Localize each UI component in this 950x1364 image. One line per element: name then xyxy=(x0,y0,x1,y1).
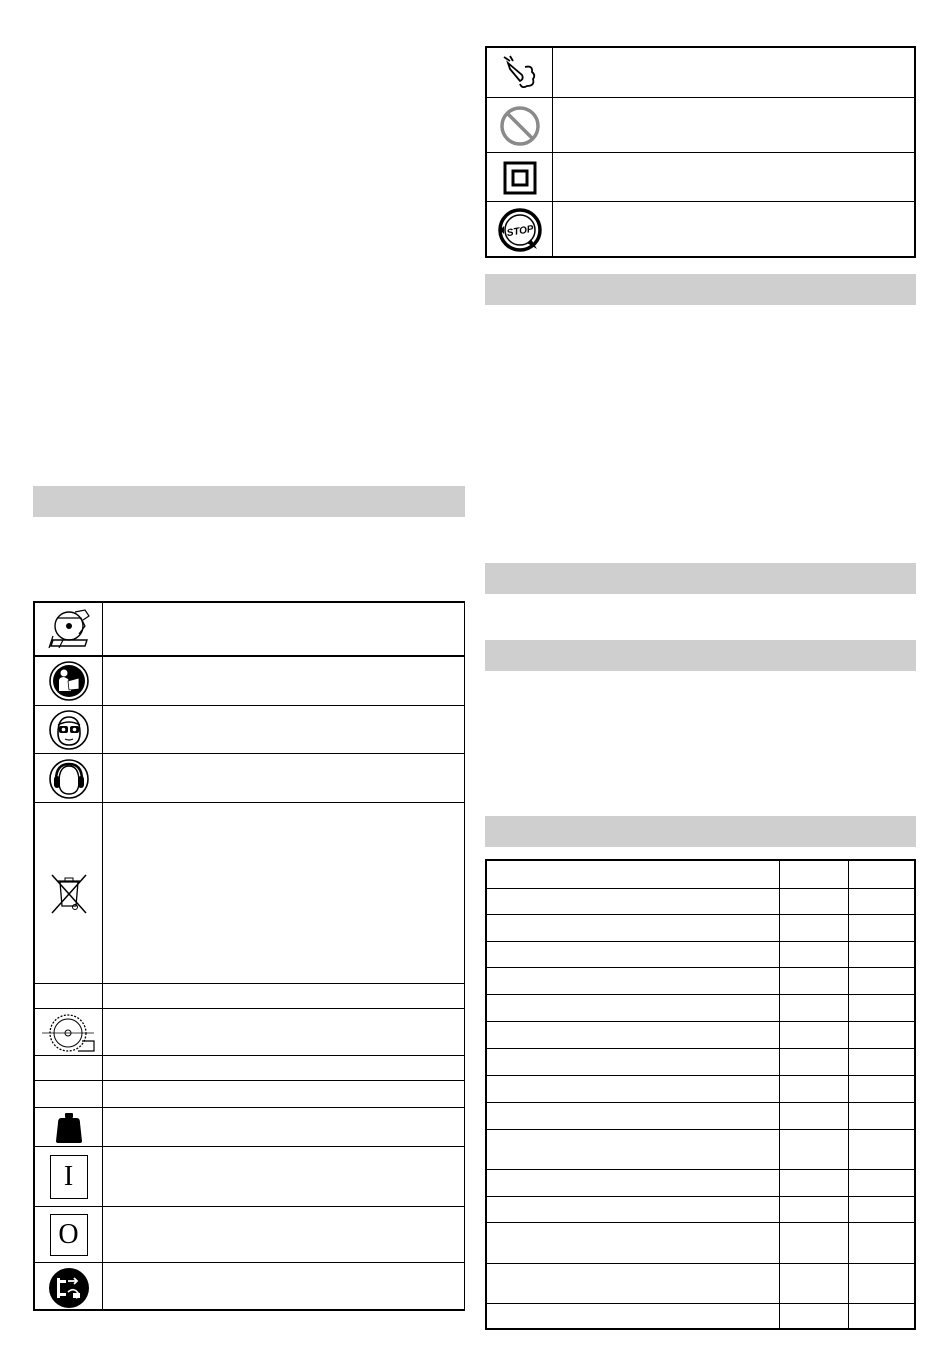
section-header-bar xyxy=(485,563,916,594)
symbol-row xyxy=(35,1008,464,1056)
table-row xyxy=(487,1021,914,1049)
eye-protection-icon xyxy=(35,706,102,754)
symbol-table-left xyxy=(33,601,465,1311)
table-row xyxy=(487,1048,914,1076)
switch-off-icon xyxy=(35,1207,102,1263)
table-row xyxy=(487,967,914,995)
symbol-row xyxy=(487,97,914,153)
table-row xyxy=(487,914,914,942)
prohibited-icon xyxy=(487,98,552,153)
symbol-row xyxy=(35,1206,464,1263)
stop-label: STOP xyxy=(505,223,535,239)
table-row xyxy=(487,888,914,915)
weight-icon xyxy=(35,1108,102,1147)
switch-on-label: I xyxy=(50,1155,88,1199)
symbol-table-right xyxy=(485,46,916,258)
table-row xyxy=(487,1303,914,1329)
symbol-row xyxy=(35,657,464,705)
symbol-row xyxy=(487,152,914,202)
crossed-bin-icon xyxy=(35,803,102,984)
table-row xyxy=(487,1222,914,1264)
table-row xyxy=(487,1196,914,1223)
read-manual-icon xyxy=(35,657,102,705)
switch-off-label: O xyxy=(50,1214,88,1256)
symbol-row xyxy=(35,603,464,655)
symbol-row xyxy=(35,1146,464,1207)
symbol-row xyxy=(35,983,464,1009)
symbol-row xyxy=(35,1107,464,1147)
section-header-bar xyxy=(33,486,465,517)
table-row xyxy=(487,1263,914,1304)
spec-table xyxy=(485,859,916,1330)
warning-hand-icon xyxy=(487,48,552,97)
table-row xyxy=(487,941,914,968)
stop-icon xyxy=(487,202,552,257)
section-header-bar xyxy=(485,274,916,305)
ear-protection-icon xyxy=(35,754,102,803)
symbol-row xyxy=(35,753,464,803)
saw-blade-diameter-icon xyxy=(35,1009,102,1056)
table-row xyxy=(487,1102,914,1130)
symbol-row xyxy=(35,1055,464,1081)
symbol-row xyxy=(35,1080,464,1108)
table-row xyxy=(487,1129,914,1170)
table-row xyxy=(487,994,914,1022)
circular-saw-icon xyxy=(35,603,102,655)
table-row xyxy=(487,1075,914,1103)
section-header-bar xyxy=(485,816,916,847)
symbol-row xyxy=(35,705,464,754)
unplug-icon xyxy=(35,1263,102,1312)
double-insulation-icon xyxy=(487,153,552,202)
table-row xyxy=(487,861,914,888)
section-header-bar xyxy=(485,640,916,671)
symbol-row xyxy=(35,1262,464,1312)
symbol-row xyxy=(35,802,464,984)
table-row xyxy=(487,1169,914,1197)
switch-on-icon xyxy=(35,1147,102,1207)
symbol-row xyxy=(487,48,914,97)
symbol-row xyxy=(487,201,914,257)
